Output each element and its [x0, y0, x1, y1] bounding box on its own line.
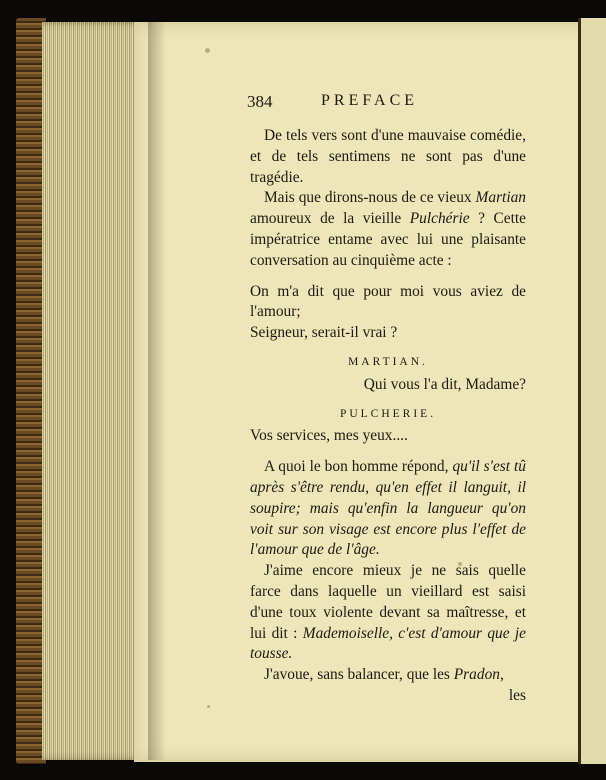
- speaker-name: PULCHERIE.: [339, 407, 437, 420]
- paper-spot: [207, 705, 210, 708]
- page-edges: [42, 22, 148, 760]
- paper-spot: [205, 48, 210, 53]
- gutter-shadow: [148, 22, 166, 760]
- verse-line: Vos services, mes yeux....: [250, 427, 408, 445]
- paragraph: De tels vers sont d'une mauvaise comédie, et de tels sentimens ne sont pas d'une tragédie.: [250, 127, 526, 186]
- paragraph: A quoi le bon homme répond, qu'il s'est tû après s'être rendu, qu'en effet il languit, il soupire; mais qu'enfin la langueur qu'on voit sur son visage est encore plus l'effet de l'amour que de l'âge.: [250, 458, 526, 559]
- paragraph: J'aime encore mieux je ne sais quelle farce dans laquelle un vieillard est saisi d'une toux violente devant sa maîtresse, et lui dit : Mademoiselle, c'est d'amour que je tousse.: [250, 562, 526, 663]
- paragraph: J'avoue, sans balancer, que les Pradon,: [264, 666, 504, 684]
- catchword: les: [508, 686, 526, 704]
- paragraph: Mais que dirons-nous de ce vieux Martian amoureux de la vieille Pulchérie ? Cette impératrice entame avec lui une plaisante conversation au cinquième acte :: [250, 189, 526, 269]
- facing-page-edge: [578, 18, 606, 764]
- page-number: 384: [247, 92, 273, 111]
- running-title: PREFACE: [321, 92, 419, 109]
- speaker-name: MARTIAN.: [348, 355, 428, 368]
- verse-line: Qui vous l'a dit, Madame?: [363, 375, 526, 393]
- verse-line: Seigneur, serait-il vrai ?: [250, 324, 398, 342]
- body-text: [250, 126, 526, 707]
- page-header: [247, 92, 527, 114]
- verse-line: On m'a dit que pour moi vous aviez de l'amour;: [250, 282, 526, 321]
